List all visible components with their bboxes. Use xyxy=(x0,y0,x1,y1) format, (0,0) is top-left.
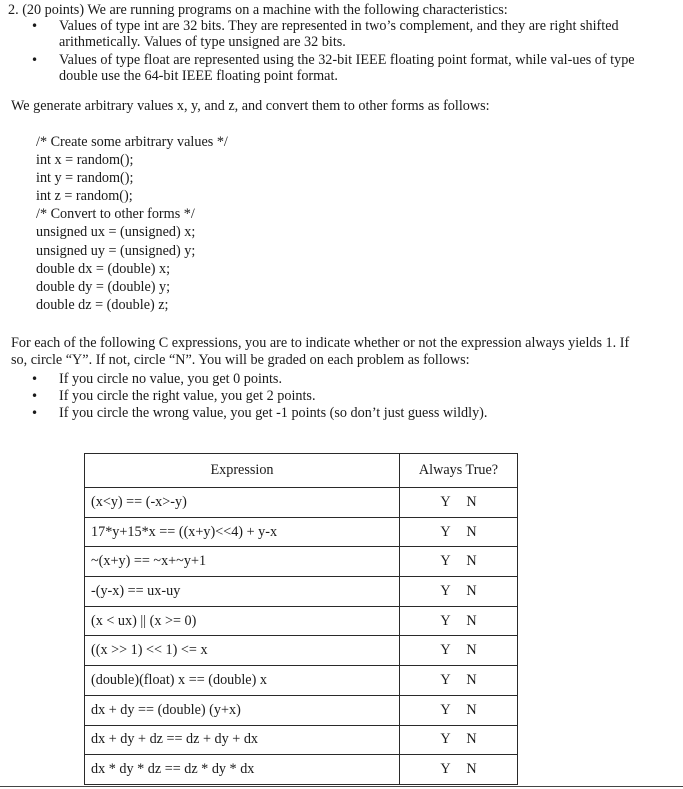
table-row xyxy=(85,666,518,696)
expression-cell: ~(x+y) == ~x+~y+1 xyxy=(85,547,400,577)
code-line: double dy = (double) y; xyxy=(36,278,171,295)
code-line: unsigned uy = (unsigned) y; xyxy=(36,242,196,259)
expression-cell: dx + dy + dz == dz + dy + dx xyxy=(85,725,400,755)
answer-cell xyxy=(400,606,518,636)
code-line: /* Create some arbitrary values */ xyxy=(36,134,228,150)
answer-y-option[interactable]: Y xyxy=(440,731,451,748)
grading-rule: • If you circle the wrong value, you get -1 points (so don’t just guess wildly). xyxy=(28,405,628,421)
grading-rule: • If you circle no value, you get 0 points. xyxy=(28,371,628,387)
answer-cell xyxy=(400,725,518,755)
table-row xyxy=(85,725,518,755)
answer-n-option[interactable]: N xyxy=(466,701,477,718)
grading-rules-list xyxy=(28,371,628,422)
table-row xyxy=(85,488,518,518)
answer-n-option[interactable]: N xyxy=(466,523,477,540)
answer-cell xyxy=(400,755,518,785)
code-line: /* Convert to other forms */ xyxy=(36,206,195,223)
table-row xyxy=(85,636,518,666)
code-block xyxy=(36,133,228,314)
table-row xyxy=(85,547,518,577)
answer-cell xyxy=(400,636,518,666)
answer-n-option[interactable]: N xyxy=(466,642,477,659)
characteristic-float: • Values of type float are represented using the 32-bit IEEE floating point format, while val-ues of type double use the 64-bit IEEE floating point format. xyxy=(28,52,638,84)
expression-cell: (x < ux) || (x >= 0) xyxy=(85,606,400,636)
answer-y-option[interactable]: Y xyxy=(440,701,451,718)
table-row xyxy=(85,606,518,636)
answer-cell xyxy=(400,577,518,607)
grading-rule: • If you circle the right value, you get 2 points. xyxy=(28,388,628,404)
answer-n-option[interactable]: N xyxy=(466,671,477,688)
answer-n-option[interactable]: N xyxy=(466,553,477,570)
answer-cell xyxy=(400,517,518,547)
table-row xyxy=(85,695,518,725)
answer-y-option[interactable]: Y xyxy=(440,553,451,570)
code-line: int x = random(); xyxy=(36,152,134,169)
characteristic-int: • Values of type int are 32 bits. They are represented in two’s complement, and they are right shifted arithmetically. Values of type unsigned are 32 bits. xyxy=(28,18,638,50)
answer-y-option[interactable]: Y xyxy=(440,523,451,540)
answer-cell xyxy=(400,488,518,518)
answer-n-option[interactable]: N xyxy=(466,761,477,778)
question-heading: 2. (20 points) We are running programs on a machine with the following characteristics: xyxy=(8,2,508,18)
answer-y-option[interactable]: Y xyxy=(440,671,451,688)
expression-cell: (x<y) == (-x>-y) xyxy=(85,488,400,518)
answer-y-option[interactable]: Y xyxy=(440,761,451,778)
instructions-paragraph: For each of the following C expressions, you are to indicate whether or not the expression always yields 1. If so, circle “Y”. If not, circle “N”. You will be graded on each problem as follows: xyxy=(11,335,630,368)
answer-y-option[interactable]: Y xyxy=(440,582,451,599)
characteristics-list xyxy=(28,18,638,86)
expression-cell: dx + dy == (double) (y+x) xyxy=(85,695,400,725)
expression-table-body xyxy=(85,488,518,785)
expression-table xyxy=(84,453,518,785)
code-line: unsigned ux = (unsigned) x; xyxy=(36,224,196,241)
expression-header: Expression xyxy=(85,454,400,488)
code-line: double dz = (double) z; xyxy=(36,296,169,313)
answer-cell xyxy=(400,695,518,725)
code-line: double dx = (double) x; xyxy=(36,260,171,277)
code-line: int y = random(); xyxy=(36,170,134,187)
table-row xyxy=(85,517,518,547)
code-line: int z = random(); xyxy=(36,188,133,205)
answer-cell xyxy=(400,666,518,696)
table-row xyxy=(85,577,518,607)
answer-y-option[interactable]: Y xyxy=(440,612,451,629)
expression-cell: 17*y+15*x == ((x+y)<<4) + y-x xyxy=(85,517,400,547)
answer-n-option[interactable]: N xyxy=(466,731,477,748)
table-header-row xyxy=(85,454,518,488)
answer-n-option[interactable]: N xyxy=(466,493,477,510)
answer-n-option[interactable]: N xyxy=(466,582,477,599)
generate-paragraph: We generate arbitrary values x, y, and z, and convert them to other forms as follows: xyxy=(11,98,490,114)
always-true-header: Always True? xyxy=(400,454,518,488)
table-row xyxy=(85,755,518,785)
expression-cell: (double)(float) x == (double) x xyxy=(85,666,400,696)
answer-n-option[interactable]: N xyxy=(466,612,477,629)
answer-y-option[interactable]: Y xyxy=(440,642,451,659)
answer-y-option[interactable]: Y xyxy=(440,493,451,510)
expression-cell: -(y-x) == ux-uy xyxy=(85,577,400,607)
expression-cell: ((x >> 1) << 1) <= x xyxy=(85,636,400,666)
expression-cell: dx * dy * dz == dz * dy * dx xyxy=(85,755,400,785)
bottom-divider xyxy=(0,786,683,787)
answer-cell xyxy=(400,547,518,577)
